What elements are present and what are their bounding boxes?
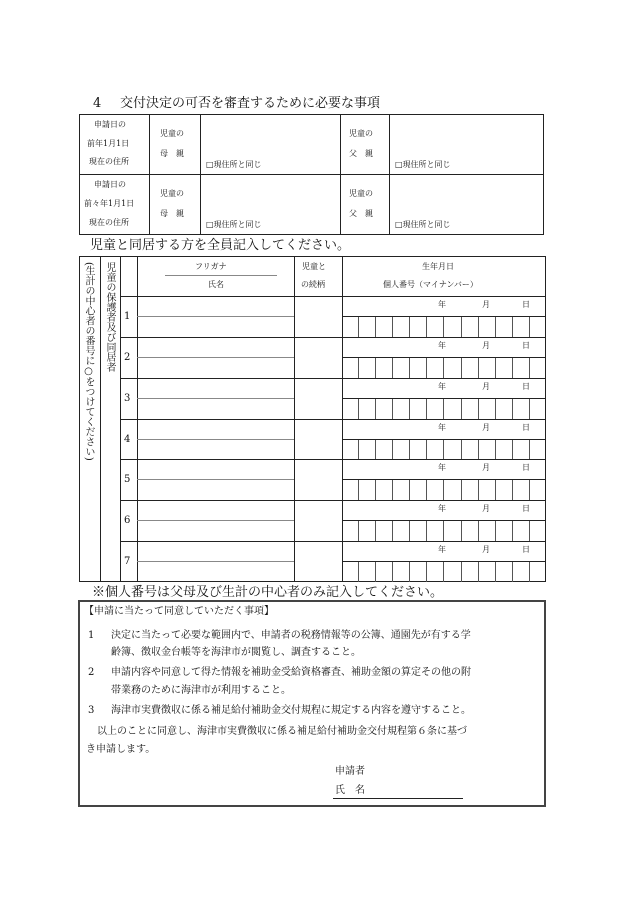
date-year-label: 年 <box>438 340 446 350</box>
mynumber-digit-box[interactable] <box>342 440 358 460</box>
name-input[interactable] <box>139 522 292 539</box>
mynumber-digit-box[interactable] <box>478 480 495 500</box>
mynumber-digit-box[interactable] <box>409 562 426 582</box>
mynumber-digit-box[interactable] <box>375 317 392 337</box>
father-address-field[interactable] <box>391 176 542 216</box>
relation-input[interactable] <box>296 421 340 458</box>
row-label-line: 申請日の <box>94 120 126 129</box>
row-number: 5 <box>124 474 131 486</box>
mynumber-digit-box[interactable] <box>461 358 478 378</box>
row-label-line: 申請日の <box>94 180 126 189</box>
date-month-label: 月 <box>482 300 490 309</box>
mother-label: 児童の <box>160 129 184 138</box>
relation-input[interactable] <box>296 461 340 498</box>
mynumber-digits <box>342 521 546 541</box>
furigana-input[interactable] <box>139 421 292 437</box>
mother-address-field[interactable] <box>202 176 338 216</box>
mynumber-digit-box[interactable] <box>409 440 426 460</box>
furigana-input[interactable] <box>139 380 292 396</box>
father-label: 児童の <box>349 129 373 138</box>
name-input[interactable] <box>139 481 292 498</box>
mynumber-digit-box[interactable] <box>342 521 358 541</box>
mynumber-digit-box[interactable] <box>478 399 495 419</box>
row-label-line: 現在の住所 <box>89 157 129 166</box>
mynumber-digit-box[interactable] <box>512 480 529 500</box>
furigana-input[interactable] <box>139 339 292 355</box>
mynumber-digit-box[interactable] <box>375 480 392 500</box>
mynumber-digit-box[interactable] <box>358 358 375 378</box>
date-month-label: 月 <box>482 381 490 391</box>
row-label-line: 現在の住所 <box>89 218 129 227</box>
date-day-label: 日 <box>522 340 530 350</box>
mynumber-digit-box[interactable] <box>392 480 409 500</box>
mynumber-digit-box[interactable] <box>529 440 546 460</box>
date-day-label: 日 <box>522 422 530 432</box>
household-instruction: 児童と同居する方を全員記入してください。 <box>90 238 351 253</box>
mynumber-digit-box[interactable] <box>426 562 443 582</box>
mynumber-digit-box[interactable] <box>358 317 375 337</box>
mynumber-digit-box[interactable] <box>495 317 512 337</box>
mynumber-digit-box[interactable] <box>529 521 546 541</box>
date-month-label: 月 <box>482 422 490 432</box>
name-input[interactable] <box>139 318 292 335</box>
row-label-line: 前々年1月1日 <box>84 199 135 208</box>
name-input[interactable] <box>139 441 292 458</box>
mynumber-digits <box>342 358 546 378</box>
mother-label: 母 親 <box>160 209 184 218</box>
mynumber-digit-box[interactable] <box>392 317 409 337</box>
mynumber-digit-box[interactable] <box>409 480 426 500</box>
mynumber-digit-box[interactable] <box>375 440 392 460</box>
section-number: 4 <box>93 96 102 111</box>
relation-input[interactable] <box>296 298 340 335</box>
mynumber-digit-box[interactable] <box>478 521 495 541</box>
mynumber-digit-box[interactable] <box>443 562 460 582</box>
mynumber-footnote: ※個人番号は父母及び生計の中心者のみ記入してください。 <box>92 585 444 600</box>
mynumber-digit-box[interactable] <box>426 440 443 460</box>
name-input[interactable] <box>139 359 292 376</box>
applicant-name-field[interactable] <box>370 782 462 797</box>
furigana-input[interactable] <box>139 298 292 314</box>
mynumber-digit-box[interactable] <box>529 562 546 582</box>
mynumber-digit-box[interactable] <box>512 358 529 378</box>
consent-item-line: 海津市実費徴収に係る補足給付補助金交付規程に規定する内容を遵守すること。 <box>111 705 471 716</box>
mynumber-digit-box[interactable] <box>342 358 358 378</box>
furigana-input[interactable] <box>139 543 292 559</box>
date-year-label: 年 <box>438 422 446 432</box>
mother-label: 児童の <box>160 189 184 198</box>
father-label: 父 親 <box>349 149 373 158</box>
name-label: 氏 名 <box>335 785 365 796</box>
consent-closing: き申請します。 <box>86 744 156 755</box>
row-number: 3 <box>124 392 131 404</box>
date-year-label: 年 <box>438 381 446 391</box>
col-birthdate: 生年月日 <box>422 262 454 271</box>
mynumber-digit-box[interactable] <box>461 562 478 582</box>
mynumber-digit-box[interactable] <box>392 399 409 419</box>
father-same-address-checkbox[interactable]: □現住所と同じ <box>395 220 451 229</box>
date-month-label: 月 <box>482 504 490 514</box>
mynumber-digit-box[interactable] <box>375 562 392 582</box>
date-month-label: 月 <box>482 340 490 350</box>
mynumber-digit-box[interactable] <box>495 440 512 460</box>
mynumber-digits <box>342 562 546 582</box>
mynumber-digit-box[interactable] <box>529 317 546 337</box>
mynumber-digit-box[interactable] <box>342 480 358 500</box>
mynumber-digit-box[interactable] <box>392 358 409 378</box>
mynumber-digit-box[interactable] <box>461 480 478 500</box>
mynumber-digit-box[interactable] <box>358 480 375 500</box>
mother-same-address-checkbox[interactable]: □現住所と同じ <box>206 220 262 229</box>
date-day-label: 日 <box>522 504 530 514</box>
mynumber-digits <box>342 399 546 419</box>
mynumber-digit-box[interactable] <box>426 358 443 378</box>
date-month-label: 月 <box>482 463 490 473</box>
mynumber-digit-box[interactable] <box>495 399 512 419</box>
col-mynumber: 個人番号（マイナンバー） <box>383 280 478 289</box>
mynumber-digit-box[interactable] <box>529 399 546 419</box>
col-name: 氏名 <box>208 280 224 289</box>
mynumber-digit-box[interactable] <box>342 399 358 419</box>
mynumber-digit-box[interactable] <box>426 521 443 541</box>
mynumber-digit-box[interactable] <box>443 358 460 378</box>
mynumber-digit-box[interactable] <box>342 562 358 582</box>
father-address-field[interactable] <box>391 116 542 156</box>
mynumber-digit-box[interactable] <box>443 521 460 541</box>
mynumber-digit-box[interactable] <box>512 521 529 541</box>
applicant-label: 申請者 <box>335 766 365 777</box>
mynumber-digit-box[interactable] <box>461 399 478 419</box>
mynumber-digit-box[interactable] <box>478 317 495 337</box>
mynumber-digits <box>342 440 546 460</box>
mynumber-digit-box[interactable] <box>358 521 375 541</box>
mynumber-digit-box[interactable] <box>358 399 375 419</box>
consent-item-line: 齢簿、徴収金台帳等を海津市が閲覧し、調査すること。 <box>111 647 361 658</box>
mynumber-digit-box[interactable] <box>529 480 546 500</box>
mynumber-digits <box>342 317 546 337</box>
mynumber-digit-box[interactable] <box>409 317 426 337</box>
mynumber-digit-box[interactable] <box>443 480 460 500</box>
mynumber-digit-box[interactable] <box>529 358 546 378</box>
mynumber-digit-box[interactable] <box>443 399 460 419</box>
mynumber-digit-box[interactable] <box>443 440 460 460</box>
relation-input[interactable] <box>296 502 340 539</box>
mynumber-digit-box[interactable] <box>478 562 495 582</box>
father-label: 児童の <box>349 189 373 198</box>
mother-same-address-checkbox[interactable]: □現住所と同じ <box>206 160 262 169</box>
col-furigana: フリガナ <box>195 262 227 271</box>
name-input[interactable] <box>139 400 292 417</box>
father-label: 父 親 <box>349 209 373 218</box>
father-same-address-checkbox[interactable]: □現住所と同じ <box>395 160 451 169</box>
consent-closing: 以上のことに同意し、海津市実費徴収に係る補足給付補助金交付規程第６条に基づ <box>97 726 467 737</box>
row-number: 6 <box>124 515 131 527</box>
col-relation: 児童と <box>302 262 326 271</box>
mynumber-digit-box[interactable] <box>426 480 443 500</box>
row-number: 2 <box>124 351 131 363</box>
relation-input[interactable] <box>296 543 340 580</box>
row-number: 7 <box>124 556 131 568</box>
name-input[interactable] <box>139 563 292 580</box>
consent-item-number: 3 <box>88 705 95 716</box>
furigana-input[interactable] <box>139 502 292 518</box>
consent-item-line: 決定に当たって必要な範囲内で、申請者の税務情報等の公簿、通園先が有する学 <box>111 630 471 641</box>
date-year-label: 年 <box>438 504 446 514</box>
section-heading: 交付決定の可否を審査するために必要な事項 <box>120 96 381 111</box>
row-number: 4 <box>124 433 131 445</box>
mynumber-digits <box>342 480 546 500</box>
mynumber-digit-box[interactable] <box>512 440 529 460</box>
mynumber-digit-box[interactable] <box>478 440 495 460</box>
mynumber-digit-box[interactable] <box>409 521 426 541</box>
consent-title: 【申請に当たって同意していただく事項】 <box>84 606 274 617</box>
consent-item-number: 1 <box>88 630 95 641</box>
mynumber-digit-box[interactable] <box>461 440 478 460</box>
col-relation: の続柄 <box>301 280 325 289</box>
row-label-line: 前年1月1日 <box>87 139 130 148</box>
mynumber-digit-box[interactable] <box>495 521 512 541</box>
mynumber-digit-box[interactable] <box>342 317 358 337</box>
mynumber-digit-box[interactable] <box>495 562 512 582</box>
date-year-label: 年 <box>438 545 446 555</box>
mynumber-digit-box[interactable] <box>461 317 478 337</box>
mynumber-digit-box[interactable] <box>409 399 426 419</box>
consent-item-line: 帯業務のために海津市が利用すること。 <box>111 685 291 696</box>
mynumber-digit-box[interactable] <box>392 440 409 460</box>
mynumber-digit-box[interactable] <box>443 317 460 337</box>
row-number: 1 <box>124 311 131 322</box>
mynumber-digit-box[interactable] <box>375 358 392 378</box>
side-note: (生計の中心者の番号に○をつけてください) <box>83 262 94 461</box>
mynumber-digit-box[interactable] <box>392 562 409 582</box>
mynumber-digit-box[interactable] <box>478 358 495 378</box>
date-month-label: 月 <box>482 545 490 555</box>
mynumber-digit-box[interactable] <box>392 521 409 541</box>
mynumber-digit-box[interactable] <box>512 317 529 337</box>
mynumber-digit-box[interactable] <box>495 480 512 500</box>
date-day-label: 日 <box>522 300 530 309</box>
mynumber-digit-box[interactable] <box>495 358 512 378</box>
relation-input[interactable] <box>296 339 340 376</box>
furigana-input[interactable] <box>139 461 292 477</box>
date-year-label: 年 <box>438 300 446 309</box>
mynumber-digit-box[interactable] <box>358 440 375 460</box>
date-year-label: 年 <box>438 463 446 473</box>
mynumber-digit-box[interactable] <box>375 521 392 541</box>
mynumber-digit-box[interactable] <box>512 399 529 419</box>
date-day-label: 日 <box>522 463 530 473</box>
mynumber-digit-box[interactable] <box>461 521 478 541</box>
consent-item-number: 2 <box>88 667 95 678</box>
mynumber-digit-box[interactable] <box>426 317 443 337</box>
consent-item-line: 申請内容や同意して得た情報を補助金受給資格審査、補助金額の算定その他の附 <box>111 667 471 678</box>
date-day-label: 日 <box>522 381 530 391</box>
mother-address-field[interactable] <box>202 116 338 156</box>
mynumber-digit-box[interactable] <box>426 399 443 419</box>
date-day-label: 日 <box>522 545 530 555</box>
mynumber-digit-box[interactable] <box>409 358 426 378</box>
mother-label: 母 親 <box>160 149 184 158</box>
side-title: 児童の保護者及び同居者 <box>104 262 115 372</box>
relation-input[interactable] <box>296 380 340 417</box>
mynumber-digit-box[interactable] <box>358 562 375 582</box>
mynumber-digit-box[interactable] <box>512 562 529 582</box>
mynumber-digit-box[interactable] <box>375 399 392 419</box>
